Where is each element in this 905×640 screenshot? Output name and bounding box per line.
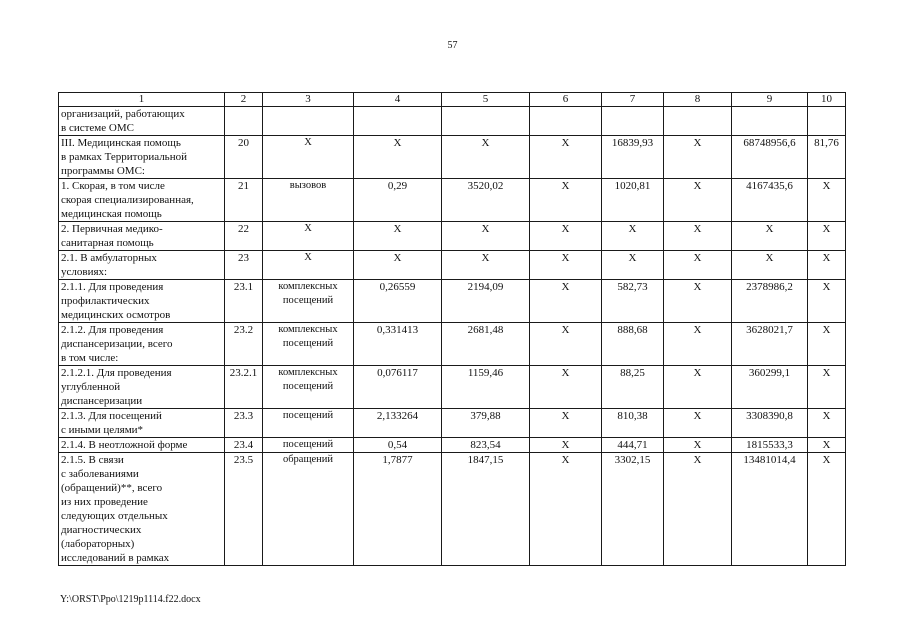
table-cell: 20 <box>225 136 263 179</box>
table-cell: 23.5 <box>225 453 263 566</box>
table-cell: Х <box>530 409 602 438</box>
table-cell: комплексных посещений <box>263 366 354 409</box>
table-cell: Х <box>530 366 602 409</box>
table-cell: 810,38 <box>602 409 664 438</box>
table-cell: 2.1.5. В связи с заболеваниями (обращений)**, всего из них проведение следующих отдельных диагностических (лабораторных) исследований в рамках <box>59 453 225 566</box>
table-cell: Х <box>354 136 442 179</box>
table-cell: 1847,15 <box>442 453 530 566</box>
table-cell: 21 <box>225 179 263 222</box>
table-cell: 1815533,3 <box>732 438 808 453</box>
table-cell: 0,331413 <box>354 323 442 366</box>
table-row <box>59 438 846 453</box>
table-cell: Х <box>530 136 602 179</box>
table-cell: 0,54 <box>354 438 442 453</box>
table-cell: Х <box>664 323 732 366</box>
table-cell: 823,54 <box>442 438 530 453</box>
table-cell: 1,7877 <box>354 453 442 566</box>
table-row <box>59 179 846 222</box>
column-header: 5 <box>442 93 530 107</box>
table-cell: посещений <box>263 438 354 453</box>
table-cell: Х <box>732 222 808 251</box>
table-cell: Х <box>808 409 846 438</box>
table-row <box>59 251 846 280</box>
table-cell: 23.1 <box>225 280 263 323</box>
table-cell: 360299,1 <box>732 366 808 409</box>
table-cell: Х <box>664 366 732 409</box>
table-cell: 16839,93 <box>602 136 664 179</box>
table-cell: 81,76 <box>808 136 846 179</box>
column-header: 9 <box>732 93 808 107</box>
table-cell <box>263 107 354 136</box>
table-cell: 23 <box>225 251 263 280</box>
table-cell <box>732 107 808 136</box>
table-cell: 2378986,2 <box>732 280 808 323</box>
header-row <box>59 93 846 107</box>
table-cell: Х <box>530 323 602 366</box>
table-cell <box>354 107 442 136</box>
table-cell: комплексных посещений <box>263 323 354 366</box>
table-cell: 2.1.4. В неотложной форме <box>59 438 225 453</box>
table-cell: Х <box>263 222 354 251</box>
table-cell: 23.2.1 <box>225 366 263 409</box>
table-cell: Х <box>664 222 732 251</box>
table-cell: Х <box>354 251 442 280</box>
table-cell: Х <box>442 222 530 251</box>
table-cell <box>664 107 732 136</box>
column-header: 3 <box>263 93 354 107</box>
table-row <box>59 453 846 566</box>
table-cell: 0,29 <box>354 179 442 222</box>
table-cell: Х <box>808 280 846 323</box>
column-header: 8 <box>664 93 732 107</box>
table-row <box>59 107 846 136</box>
table-cell: Х <box>808 438 846 453</box>
table-cell <box>225 107 263 136</box>
table-cell: 23.3 <box>225 409 263 438</box>
table-cell: обращений <box>263 453 354 566</box>
table-row <box>59 280 846 323</box>
table-cell: 2.1.3. Для посещений с иными целями* <box>59 409 225 438</box>
table-cell: Х <box>530 438 602 453</box>
table-cell: Х <box>442 251 530 280</box>
column-header: 2 <box>225 93 263 107</box>
table-cell: Х <box>530 179 602 222</box>
table-cell: Х <box>664 136 732 179</box>
table-cell: Х <box>808 222 846 251</box>
table-cell: Х <box>808 251 846 280</box>
table-cell: 379,88 <box>442 409 530 438</box>
table-cell: вызовов <box>263 179 354 222</box>
column-header: 6 <box>530 93 602 107</box>
document-path: Y:\ORST\Ppo\1219p1114.f22.docx <box>60 594 201 605</box>
table-cell: 0,076117 <box>354 366 442 409</box>
table-cell: Х <box>808 323 846 366</box>
table-cell: 1159,46 <box>442 366 530 409</box>
table-cell: организаций, работающих в системе ОМС <box>59 107 225 136</box>
table-cell <box>808 107 846 136</box>
table-cell: 3628021,7 <box>732 323 808 366</box>
table-cell: Х <box>530 222 602 251</box>
table-cell: 2.1.2. Для проведения диспансеризации, всего в том числе: <box>59 323 225 366</box>
table-cell: Х <box>732 251 808 280</box>
column-header: 4 <box>354 93 442 107</box>
table-cell <box>442 107 530 136</box>
table-cell: Х <box>664 179 732 222</box>
table-cell: 4167435,6 <box>732 179 808 222</box>
table-cell: Х <box>530 280 602 323</box>
table-cell <box>530 107 602 136</box>
table-row <box>59 323 846 366</box>
table-cell: 2681,48 <box>442 323 530 366</box>
column-header: 7 <box>602 93 664 107</box>
table-cell: Х <box>664 453 732 566</box>
table-cell: Х <box>530 251 602 280</box>
table-cell: Х <box>808 179 846 222</box>
table-cell: 888,68 <box>602 323 664 366</box>
table-cell: Х <box>664 251 732 280</box>
column-header: 1 <box>59 93 225 107</box>
table-cell: Х <box>602 251 664 280</box>
table-cell: 582,73 <box>602 280 664 323</box>
table-cell: 22 <box>225 222 263 251</box>
table-cell: 3308390,8 <box>732 409 808 438</box>
table-cell: 2.1.2.1. Для проведения углубленной диспансеризации <box>59 366 225 409</box>
table-cell: 2194,09 <box>442 280 530 323</box>
table-cell: комплексных посещений <box>263 280 354 323</box>
table-cell: Х <box>664 438 732 453</box>
table-cell: 2.1.1. Для проведения профилактических медицинских осмотров <box>59 280 225 323</box>
column-header: 10 <box>808 93 846 107</box>
table-cell: 3302,15 <box>602 453 664 566</box>
table-cell <box>602 107 664 136</box>
table-cell: 1020,81 <box>602 179 664 222</box>
table-cell: 0,26559 <box>354 280 442 323</box>
data-table <box>58 92 846 566</box>
page-number: 57 <box>447 40 458 51</box>
table-cell: 13481014,4 <box>732 453 808 566</box>
table-row <box>59 136 846 179</box>
table-cell: Х <box>442 136 530 179</box>
table-cell: 2,133264 <box>354 409 442 438</box>
table-cell: 23.2 <box>225 323 263 366</box>
table-cell: 2. Первичная медико- санитарная помощь <box>59 222 225 251</box>
table-cell: Х <box>530 453 602 566</box>
table-cell: III. Медицинская помощь в рамках Территориальной программы ОМС: <box>59 136 225 179</box>
table-cell: Х <box>808 366 846 409</box>
table-cell: Х <box>602 222 664 251</box>
table-cell: посещений <box>263 409 354 438</box>
table-cell: Х <box>263 136 354 179</box>
table-cell: 3520,02 <box>442 179 530 222</box>
table-cell: 1. Скорая, в том числе скорая специализированная, медицинская помощь <box>59 179 225 222</box>
table-cell: Х <box>664 409 732 438</box>
table-row <box>59 409 846 438</box>
table-cell: Х <box>263 251 354 280</box>
table-cell: Х <box>808 453 846 566</box>
table-cell: Х <box>664 280 732 323</box>
table-row <box>59 222 846 251</box>
table-cell: 88,25 <box>602 366 664 409</box>
table-cell: 2.1. В амбулаторных условиях: <box>59 251 225 280</box>
table-row <box>59 366 846 409</box>
table-cell: 444,71 <box>602 438 664 453</box>
table-cell: 68748956,6 <box>732 136 808 179</box>
table-cell: Х <box>354 222 442 251</box>
table-cell: 23.4 <box>225 438 263 453</box>
